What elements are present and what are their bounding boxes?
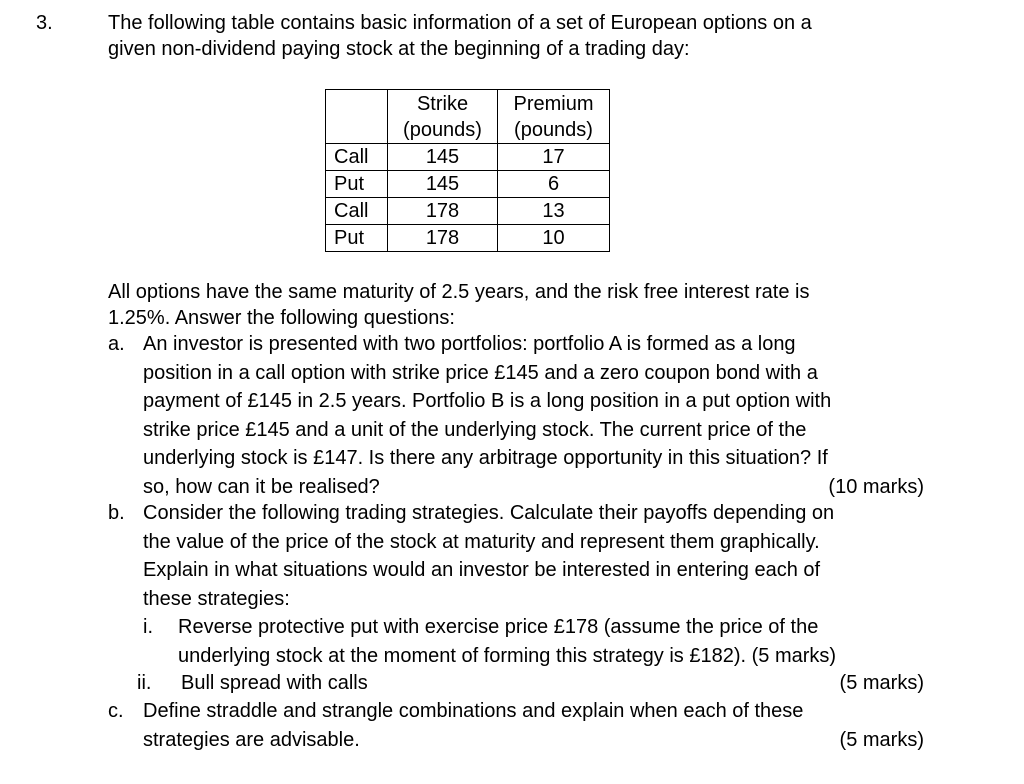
table-header-premium (498, 90, 610, 144)
part-b-line: the value of the price of the stock at maturity and represent them graphically. (143, 530, 820, 553)
part-a-line: position in a call option with strike price £145 and a zero coupon bond with a (143, 361, 818, 384)
question-intro (108, 10, 938, 62)
part-c (108, 697, 924, 754)
header-text: Premium (513, 92, 594, 115)
part-b-ii-label: ii. (137, 672, 152, 694)
option-premium: 10 (498, 225, 610, 252)
options-table (325, 89, 610, 252)
option-strike: 178 (388, 198, 498, 225)
part-a-line: payment of £145 in 2.5 years. Portfolio B is a long position in a put option with (143, 390, 832, 412)
part-b-i-line: underlying stock at the moment of forming this strategy is £182). (5 marks) (178, 644, 837, 667)
option-premium: 17 (498, 144, 610, 171)
option-premium: 13 (498, 198, 610, 225)
part-b-line: Consider the following trading strategies. Calculate their payoffs depending on (143, 502, 835, 524)
part-b-ii (137, 669, 924, 698)
table-header-empty (326, 90, 388, 144)
part-c-text (143, 697, 923, 754)
table-header-strike (388, 90, 498, 144)
option-strike: 145 (388, 171, 498, 198)
table-row (326, 225, 610, 252)
part-b-text (143, 499, 933, 613)
option-strike: 178 (388, 225, 498, 252)
part-c-line: Define straddle and strangle combinations and explain when each of these (143, 700, 804, 722)
option-strike: 145 (388, 144, 498, 171)
option-type: Call (326, 144, 388, 171)
question-context (108, 279, 938, 331)
part-c-marks: (5 marks) (839, 728, 924, 751)
part-a (108, 330, 924, 501)
table-row (326, 198, 610, 225)
part-a-line: underlying stock is £147. Is there any arbitrage opportunity in this situation? If (143, 447, 828, 469)
part-b-i-label: i. (143, 616, 153, 638)
table-row (326, 171, 610, 198)
part-b-ii-marks: (5 marks) (839, 672, 924, 694)
table-row (326, 144, 610, 171)
option-premium: 6 (498, 171, 610, 198)
question-number: 3. (36, 12, 53, 34)
part-b-line: these strategies: (143, 587, 290, 610)
header-text: Strike (416, 92, 469, 115)
part-b-i-text (178, 613, 924, 670)
part-b-label: b. (108, 502, 125, 524)
table-header-row (326, 90, 610, 144)
intro-line: The following table contains basic information of a set of European options on a (108, 12, 812, 34)
part-a-label: a. (108, 333, 125, 355)
part-a-line: An investor is presented with two portfolios: portfolio A is formed as a long (143, 333, 796, 355)
part-a-marks: (10 marks) (828, 475, 924, 498)
part-b (108, 499, 924, 613)
part-b-i-line: Reverse protective put with exercise price £178 (assume the price of the (178, 616, 819, 638)
option-type: Put (326, 225, 388, 252)
context-line: All options have the same maturity of 2.5 years, and the risk free interest rate is (108, 281, 810, 303)
part-a-line: so, how can it be realised? (143, 475, 380, 498)
part-c-line: strategies are advisable. (143, 728, 360, 751)
option-type: Put (326, 171, 388, 198)
header-text: (pounds) (514, 118, 593, 141)
option-type: Call (326, 198, 388, 225)
intro-line: given non-dividend paying stock at the beginning of a trading day: (108, 38, 690, 60)
context-line: 1.25%. Answer the following questions: (108, 307, 455, 329)
part-c-label: c. (108, 700, 124, 722)
part-a-line: strike price £145 and a unit of the underlying stock. The current price of the (143, 418, 807, 441)
part-b-i (143, 613, 924, 670)
part-a-text (143, 330, 923, 501)
part-b-line: Explain in what situations would an investor be interested in entering each of (143, 559, 821, 581)
part-b-ii-text: Bull spread with calls (181, 672, 368, 694)
header-text: (pounds) (403, 118, 482, 141)
